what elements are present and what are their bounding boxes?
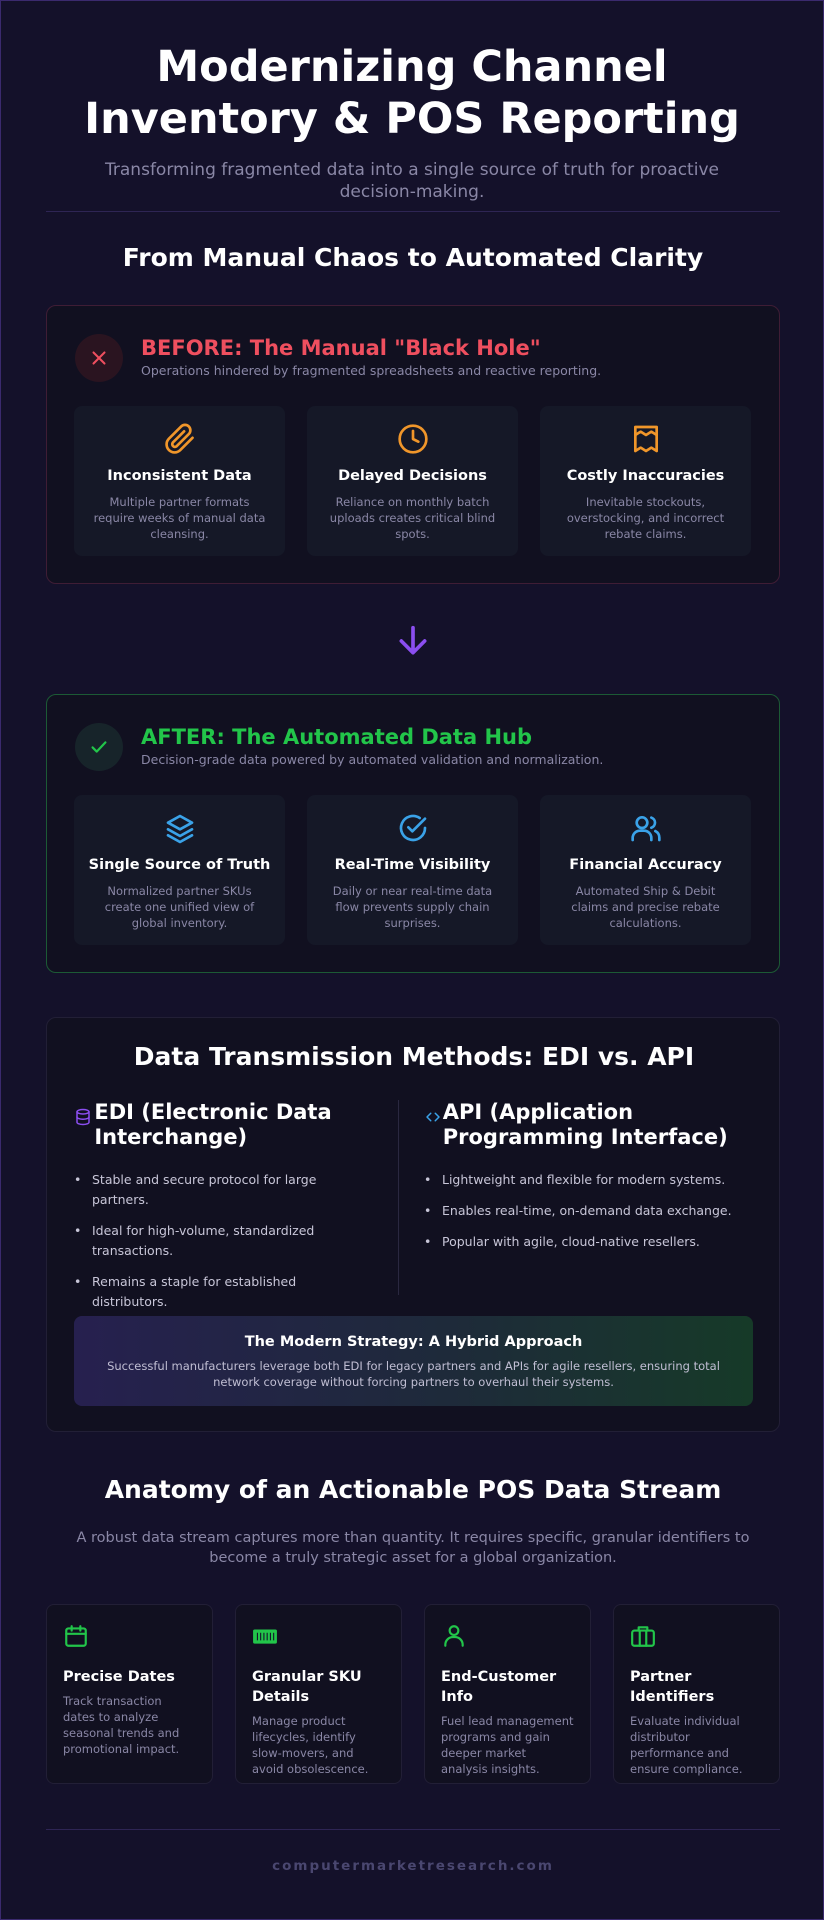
x-icon (75, 334, 123, 382)
pos-card-title: Partner Identifiers (630, 1669, 715, 1705)
card-title: Financial Accuracy (569, 857, 722, 873)
card-text: Automated Ship & Debit claims and precise rebate calculations. (571, 884, 720, 930)
edi-bullets (74, 1170, 364, 1312)
list-item: • Ideal for high-volume, standardized transactions. (74, 1221, 364, 1261)
card-financial-accuracy (540, 795, 751, 945)
card-text: Reliance on monthly batch uploads creates critical blind spots. (329, 495, 496, 541)
card-text: Daily or near real-time data flow prevents supply chain surprises. (332, 884, 493, 930)
database-icon (74, 1100, 94, 1130)
transmission-panel (46, 1017, 780, 1432)
card-real-time (307, 795, 518, 945)
footer-domain: computermarketresearch.com (272, 1858, 554, 1874)
card-title: Single Source of Truth (88, 857, 271, 873)
user-icon (441, 1623, 574, 1653)
card-title: Inconsistent Data (107, 468, 252, 484)
card-title: Costly Inaccuracies (566, 468, 725, 484)
card-text: Normalized partner SKUs create one unified view of global inventory. (104, 884, 255, 930)
before-panel (46, 305, 780, 584)
hybrid-callout (74, 1316, 753, 1406)
header (1, 1, 823, 203)
pos-card-title: End-Customer Info (441, 1669, 557, 1705)
after-heading: AFTER: The Automated Data Hub (141, 725, 533, 749)
header-divider (46, 211, 780, 212)
pos-card-text: Fuel lead management programs and gain deeper market analysis insights. (441, 1714, 574, 1776)
check-circle-icon (307, 811, 518, 845)
hybrid-text: Successful manufacturers leverage both EDI for legacy partners and APIs for agile resellers, ensuring total network coverage without forcing partners to overhaul their systems. (107, 1359, 720, 1389)
layers-icon (74, 811, 285, 845)
pos-card-dates (46, 1604, 213, 1784)
card-text: Multiple partner formats require weeks of manual data cleansing. (93, 495, 266, 541)
code-icon (424, 1100, 443, 1130)
pos-card-text: Manage product lifecycles, identify slow-movers, and avoid obsolescence. (252, 1714, 369, 1776)
list-item: • Stable and secure protocol for large partners. (74, 1170, 364, 1210)
pos-cards (46, 1604, 780, 1784)
transmission-title: Data Transmission Methods: EDI vs. API (133, 1042, 695, 1071)
anatomy-title: Anatomy of an Actionable POS Data Stream (104, 1475, 722, 1504)
before-cards (74, 406, 751, 556)
card-title: Real-Time Visibility (334, 857, 491, 873)
api-title: API (Application Programming Interface) (442, 1100, 728, 1149)
pos-card-text: Evaluate individual distributor performance and ensure compliance. (630, 1714, 743, 1776)
card-text: Inevitable stockouts, overstocking, and incorrect rebate claims. (566, 495, 725, 541)
card-delayed-decisions (307, 406, 518, 556)
users-icon (540, 811, 751, 845)
column-divider (398, 1100, 399, 1295)
before-subheading: Operations hindered by fragmented spreadsheets and reactive reporting. (141, 363, 602, 378)
card-costly-inaccuracies (540, 406, 751, 556)
list-item: • Enables real-time, on-demand data exchange. (424, 1201, 744, 1221)
card-title: Delayed Decisions (338, 468, 487, 484)
edi-column (74, 1100, 364, 1323)
footer-divider (46, 1829, 780, 1830)
after-cards (74, 795, 751, 945)
pos-card-text: Track transaction dates to analyze seasonal trends and promotional impact. (63, 1694, 180, 1756)
calendar-icon (63, 1623, 196, 1653)
briefcase-icon (630, 1623, 763, 1653)
barcode-icon (252, 1623, 385, 1653)
paperclip-icon (74, 422, 285, 456)
card-inconsistent-data (74, 406, 285, 556)
edi-title: EDI (Electronic Data Interchange) (94, 1100, 332, 1149)
comparison-title: From Manual Chaos to Automated Clarity (122, 243, 704, 272)
page-subtitle: Transforming fragmented data into a single source of truth for proactive decision-making. (105, 160, 719, 202)
anatomy-intro: A robust data stream captures more than quantity. It requires specific, granular identifiers to become a truly strategic asset for a global organization. (76, 1530, 750, 1566)
pos-card-partner (613, 1604, 780, 1784)
list-item: • Popular with agile, cloud-native resellers. (424, 1232, 744, 1252)
pos-card-sku (235, 1604, 402, 1784)
hybrid-title: The Modern Strategy: A Hybrid Approach (244, 1334, 583, 1350)
list-item: • Lightweight and flexible for modern systems. (424, 1170, 744, 1190)
arrow-down-icon (393, 621, 433, 665)
pos-card-title: Precise Dates (63, 1669, 175, 1685)
before-heading: BEFORE: The Manual "Black Hole" (141, 336, 541, 360)
check-icon (75, 723, 123, 771)
page-title: Modernizing Channel Inventory & POS Reporting (84, 42, 740, 144)
clock-icon (307, 422, 518, 456)
card-single-source (74, 795, 285, 945)
pos-card-customer (424, 1604, 591, 1784)
after-panel (46, 694, 780, 973)
api-column (424, 1100, 744, 1263)
api-bullets (424, 1170, 744, 1252)
pos-card-title: Granular SKU Details (252, 1669, 362, 1705)
after-subheading: Decision-grade data powered by automated validation and normalization. (141, 752, 604, 767)
receipt-icon (540, 422, 751, 456)
list-item: • Remains a staple for established distributors. (74, 1272, 364, 1312)
